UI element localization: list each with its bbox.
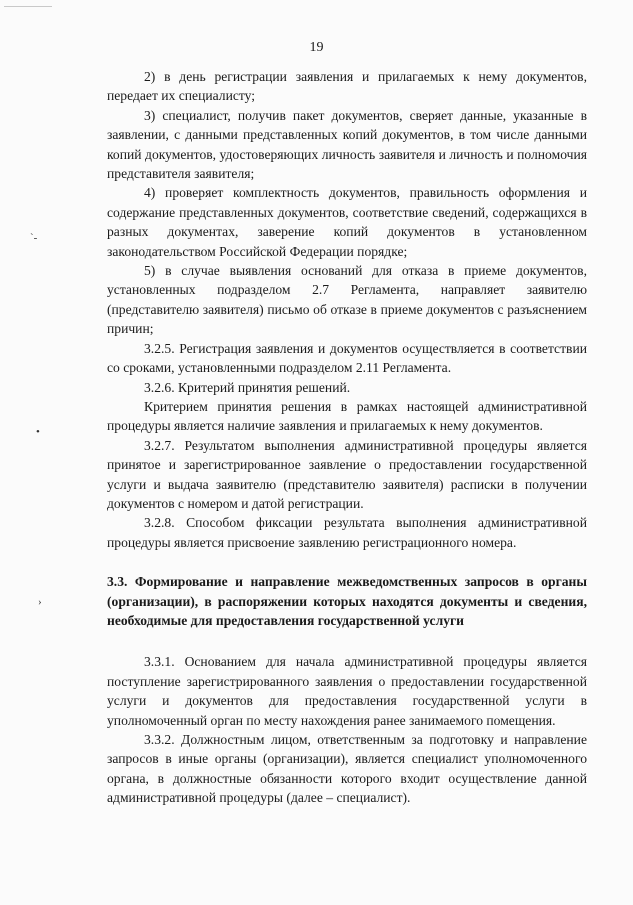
paragraph: 2) в день регистрации заявления и прилагаемых к нему документов, передает их специалисту;	[107, 69, 587, 104]
paragraph: 3.2.8. Способом фиксации результата выполнения административной процедуры является присвоение заявлению регистрационного номера.	[107, 515, 587, 550]
margin-mark: ˋ-	[30, 232, 38, 244]
paragraph: 3.2.7. Результатом выполнения административной процедуры является принятое и зарегистрированное заявление о предоставлении государственной услуги и выдача заявителю (представителю заявителя) расписки в получении документов с номером и датой регистрации.	[107, 437, 587, 511]
paragraph: Критерием принятия решения в рамках настоящей административной процедуры является наличие заявления и прилагаемых к нему документов.	[107, 398, 587, 434]
document-body	[107, 67, 587, 808]
paragraph: 3.3.1. Основанием для начала административной процедуры является поступление зарегистрированного заявления о предоставлении государственной услуги и документов для предоставления государственной услуги в уполномоченный орган по месту нахождения ранее занимаемого помещения.	[107, 654, 587, 728]
paragraph: 3.2.6. Критерий принятия решений.	[144, 379, 351, 395]
paragraph: 3) специалист, получив пакет документов, сверяет данные, указанные в заявлении, с данными представленных копий документов, в том числе данными копий документов, удостоверяющих личность заявителя и личность и полномочия представителя заявителя;	[107, 107, 587, 182]
paragraph: 3.3.2. Должностным лицом, ответственным за подготовку и направление запросов в иные органы (организации), является специалист уполномоченного органа, в должностные обязанности которого входит осуществление данной административной процедуры (далее – специалист).	[107, 732, 587, 806]
page-number: 19	[309, 40, 324, 55]
paragraph: 5) в случае выявления оснований для отказа в приеме документов, установленных подразделом 2.7 Регламента, направляет заявителю (представителю заявителя) письмо об отказе в приеме документов с разъяснением причин;	[107, 263, 587, 337]
margin-mark: •	[36, 426, 40, 438]
margin-mark: ›	[38, 596, 42, 608]
paragraph: 4) проверяет комплектность документов, правильность оформления и содержание представленных документов, соответствие сведений, содержащихся в разных документах, заверение копий документов в установленном законодательством Российской Федерации порядке;	[107, 185, 587, 259]
paragraph: 3.2.5. Регистрация заявления и документов осуществляется в соответствии со сроками, установленными подразделом 2.11 Регламента.	[107, 340, 587, 376]
section-heading: 3.3. Формирование и направление межведомственных запросов в органы (организации), в распоряжении которых находятся документы и сведения, необходимые для предоставления государственной услуги	[107, 574, 587, 628]
scan-artifact-line	[4, 6, 52, 7]
